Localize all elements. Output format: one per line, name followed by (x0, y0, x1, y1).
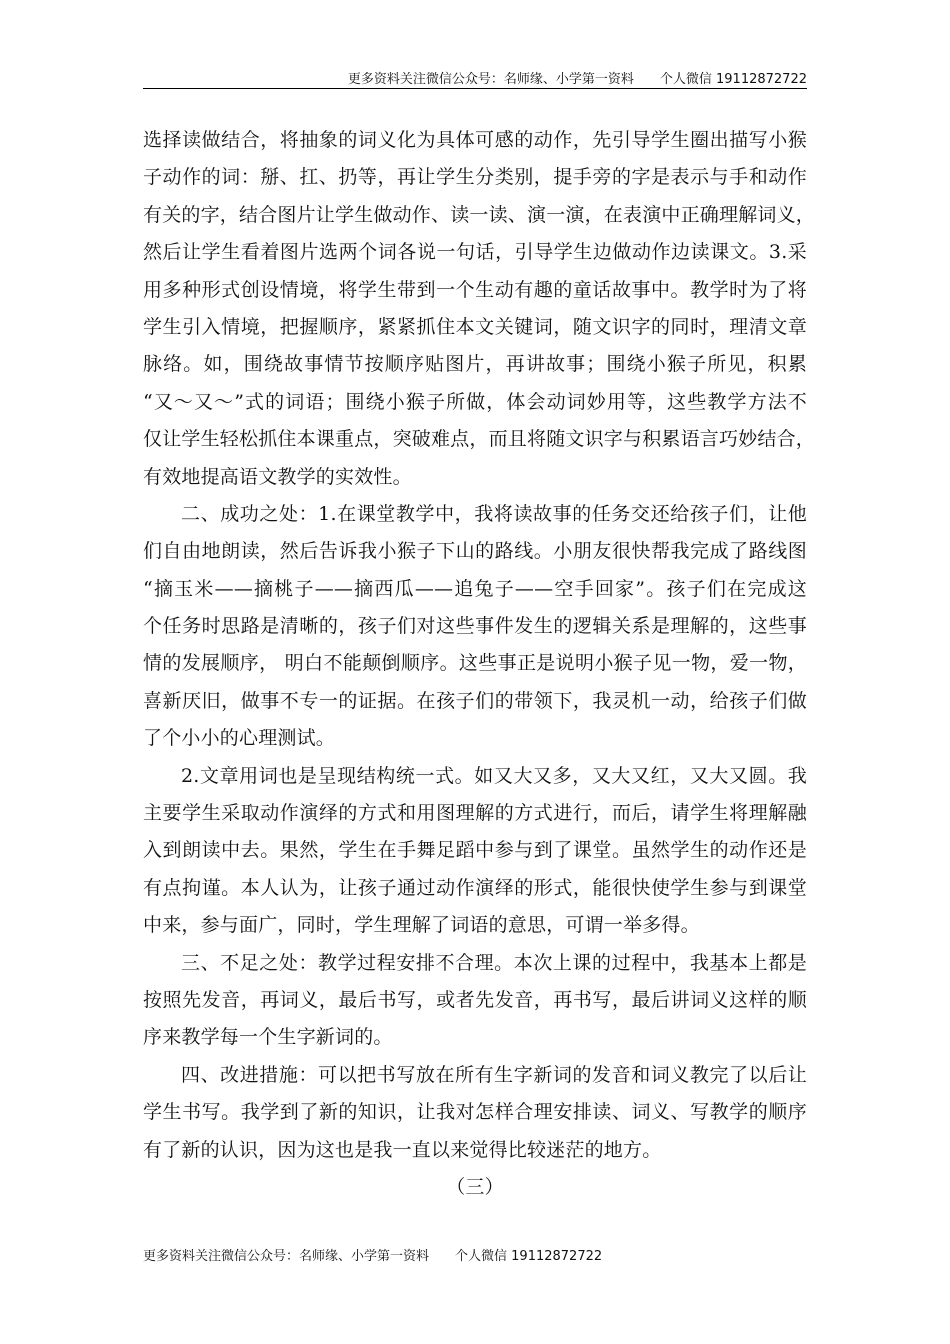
text-line: 中来，参与面广，同时，学生理解了词语的意思，可谓一举多得。 (143, 914, 700, 937)
text-line: 们自由地朗读，然后告诉我小猴子下山的路线。小朋友很快帮我完成了路线图 (143, 540, 807, 563)
text-line: 三、不足之处：教学过程安排不合理。本次上课的过程中，我基本上都是 (181, 951, 807, 974)
footer-wechat: 个人微信 19112872722 (455, 1249, 603, 1264)
header-text: 更多资料关注微信公众号：名师缘、小学第一资料 (347, 72, 634, 87)
text-line: 脉络。如，围绕故事情节按顺序贴图片，再讲故事；围绕小猴子所见，积累 (143, 353, 807, 376)
section-mark: （三） (446, 1175, 504, 1198)
page-header (143, 68, 807, 87)
text-line: 有效地提高语文教学的实效性。 (143, 465, 412, 488)
text-line: 个任务时思路是清晰的，孩子们对这些事件发生的逻辑关系是理解的，这些事 (143, 615, 807, 638)
text-line: 子动作的词：掰、扛、扔等，再让学生分类别，提手旁的字是表示与手和动作 (143, 166, 807, 189)
text-line: 序来教学每一个生字新词的。 (143, 1026, 393, 1049)
header-rule (143, 88, 807, 89)
text-line: 按照先发音，再词义，最后书写，或者先发音，再书写，最后讲词义这样的顺 (143, 988, 807, 1011)
text-line: 了个小小的心理测试。 (143, 727, 336, 750)
footer-text: 更多资料关注微信公众号：名师缘、小学第一资料 (143, 1249, 430, 1264)
text-line: 选择读做结合，将抽象的词义化为具体可感的动作，先引导学生圈出描写小猴 (143, 129, 807, 151)
document-body (143, 122, 816, 1206)
page-footer (143, 1245, 602, 1264)
text-line: 仅让学生轻松抓住本课重点，突破难点，而且将随文识字与积累语言巧妙结合， (143, 428, 816, 451)
text-line: 四、改进措施：可以把书写放在所有生字新词的发音和词义教完了以后让 (181, 1063, 807, 1086)
text-line: 学生引入情境，把握顺序，紧紧抓住本文关键词，随文识字的同时，理清文章 (143, 315, 807, 338)
text-line: 有了新的认识，因为这也是我一直以来觉得比较迷茫的地方。 (143, 1138, 662, 1161)
text-line: 情的发展顺序， 明白不能颠倒顺序。这些事正是说明小猴子见一物，爱一物， (143, 652, 807, 675)
text-line: “又～又～”式的词语；围绕小猴子所做，体会动词妙用等，这些教学方法不 (143, 390, 807, 413)
text-line: 喜新厌旧，做事不专一的证据。在孩子们的带领下，我灵机一动，给孩子们做 (143, 689, 807, 712)
text-line: 主要学生采取动作演绎的方式和用图理解的方式进行，而后，请学生将理解融 (143, 802, 807, 825)
text-line: “摘玉米——摘桃子——摘西瓜——追兔子——空手回家”。孩子们在完成这 (143, 577, 807, 600)
text-line: 二、成功之处：1.在课堂教学中，我将读故事的任务交还给孩子们，让他 (181, 502, 807, 525)
text-line: 2.文章用词也是呈现结构统一式。如又大又多，又大又红，又大又圆。我 (181, 764, 807, 787)
text-line: 然后让学生看着图片选两个词各说一句话，引导学生边做动作边读课文。3.采 (143, 241, 807, 264)
text-line: 有关的字，结合图片让学生做动作、读一读、演一演，在表演中正确理解词义， (143, 203, 816, 226)
text-line: 有点拘谨。本人认为，让孩子通过动作演绎的形式，能很快使学生参与到课堂 (143, 876, 807, 899)
header-wechat: 个人微信 19112872722 (659, 72, 807, 87)
text-line: 学生书写。我学到了新的知识，让我对怎样合理安排读、词义、写教学的顺序 (143, 1101, 807, 1124)
text-line: 用多种形式创设情境，将学生带到一个生动有趣的童话故事中。教学时为了将 (143, 278, 807, 301)
text-line: 入到朗读中去。果然，学生在手舞足蹈中参与到了课堂。虽然学生的动作还是 (143, 839, 807, 862)
